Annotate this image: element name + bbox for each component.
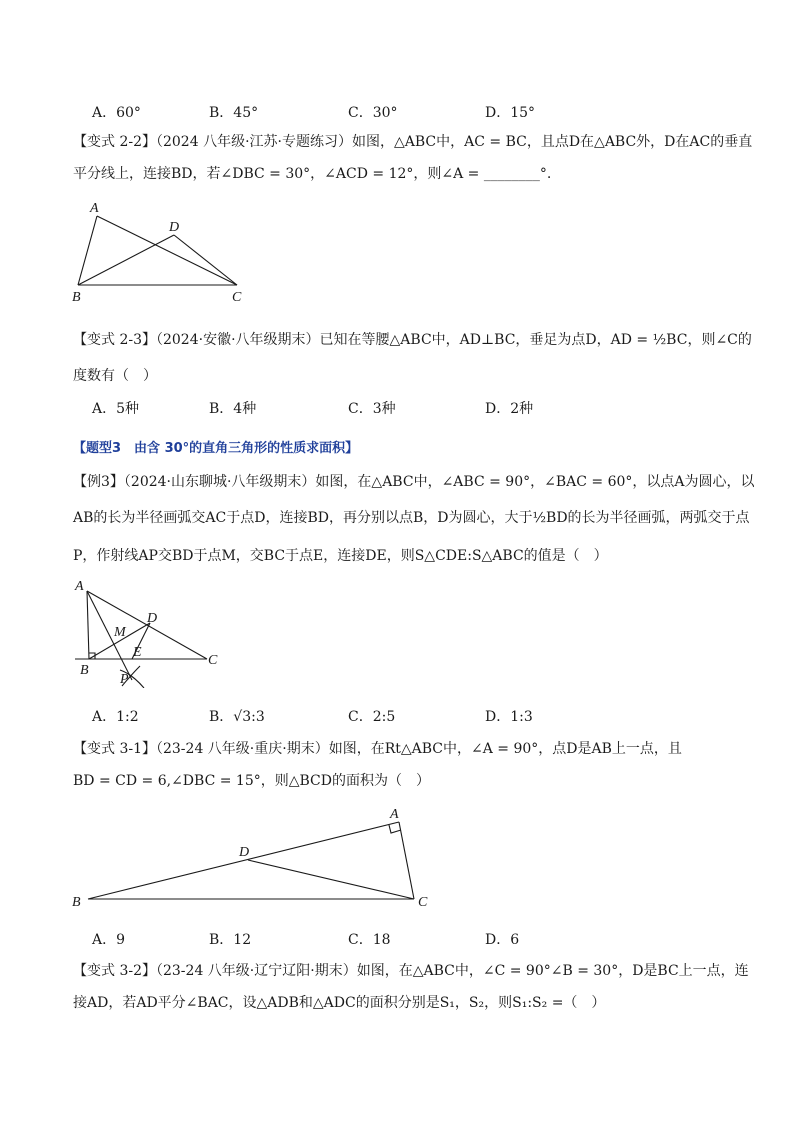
v31-text-line2: BD = CD = 6,∠DBC = 15°，则△BCD的面积为（ ）	[73, 773, 430, 789]
label-A: A	[90, 201, 99, 216]
option-d: D．15°	[485, 105, 536, 121]
option-c: C．30°	[348, 105, 398, 121]
ex3-text-line2: AB的长为半径画弧交AC于点D，连接BD，再分别以点B，D为圆心，大于½BD的长为半径画弧，两弧交于点	[73, 510, 750, 526]
label-B: B	[72, 290, 81, 305]
v23-text-line2: 度数有（ ）	[73, 368, 157, 384]
label-C: C	[232, 290, 242, 305]
option-a: A．5种	[92, 401, 140, 417]
v32-text-line2: 接AD，若AD平分∠BAC，设△ADB和△ADC的面积分别是S₁，S₂，则S₁:S₂ =（ ）	[73, 995, 606, 1011]
option-d: D．6	[485, 932, 520, 948]
label-C: C	[208, 653, 218, 668]
option-b: B．4种	[209, 401, 257, 417]
ex3-construction-figure	[70, 578, 230, 688]
option-b: B．12	[209, 932, 252, 948]
label-D: D	[147, 611, 158, 626]
option-c: C．2:5	[348, 709, 396, 725]
label-A: A	[390, 807, 399, 822]
label-B: B	[72, 895, 81, 910]
section-heading: 【题型3 由含 30°的直角三角形的性质求面积】	[73, 441, 359, 456]
option-a: A．1:2	[92, 709, 139, 725]
ex3-text-line3: P，作射线AP交BD于点M，交BC于点E，连接DE，则S△CDE:S△ABC的值是（ ）	[73, 548, 608, 564]
v31-text-line1: 【变式 3-1】（23-24 八年级·重庆·期末）如图，在Rt△ABC中，∠A = 90°，点D是AB上一点，且	[73, 741, 682, 757]
option-c: C．3种	[348, 401, 396, 417]
v22-text-line2: 平分线上，连接BD，若∠DBC = 30°，∠ACD = 12°，则∠A = ________°.	[73, 166, 552, 182]
label-B: B	[80, 663, 89, 678]
ex3-text-line1: 【例3】（2024·山东聊城·八年级期末）如图，在△ABC中，∠ABC = 90°，∠BAC = 60°，以点A为圆心，以	[73, 474, 755, 490]
option-d: D．2种	[485, 401, 534, 417]
v23-text-line1: 【变式 2-3】（2024·安徽·八年级期末）已知在等腰△ABC中，AD⊥BC，垂足为点D，AD = ½BC，则∠C的	[73, 332, 752, 348]
v22-text-line1: 【变式 2-2】（2024 八年级·江苏·专题练习）如图，△ABC中，AC = BC，且点D在△ABC外，D在AC的垂直	[73, 134, 753, 150]
option-a: A．60°	[92, 105, 141, 121]
label-A: A	[75, 579, 84, 594]
v31-triangle-figure	[66, 802, 446, 914]
option-b: B．45°	[209, 105, 259, 121]
option-a: A．9	[92, 932, 126, 948]
option-b: B．√3:3	[209, 709, 265, 725]
label-P: P	[120, 672, 129, 687]
option-c: C．18	[348, 932, 391, 948]
v32-text-line1: 【变式 3-2】（23-24 八年级·辽宁辽阳·期末）如图，在△ABC中，∠C = 90°∠B = 30°，D是BC上一点，连	[73, 963, 749, 979]
label-D: D	[239, 845, 250, 860]
label-E: E	[133, 645, 142, 660]
label-C: C	[418, 895, 428, 910]
option-d: D．1:3	[485, 709, 533, 725]
label-D: D	[169, 220, 180, 235]
label-M: M	[114, 625, 126, 640]
v22-triangle-figure	[68, 198, 253, 306]
